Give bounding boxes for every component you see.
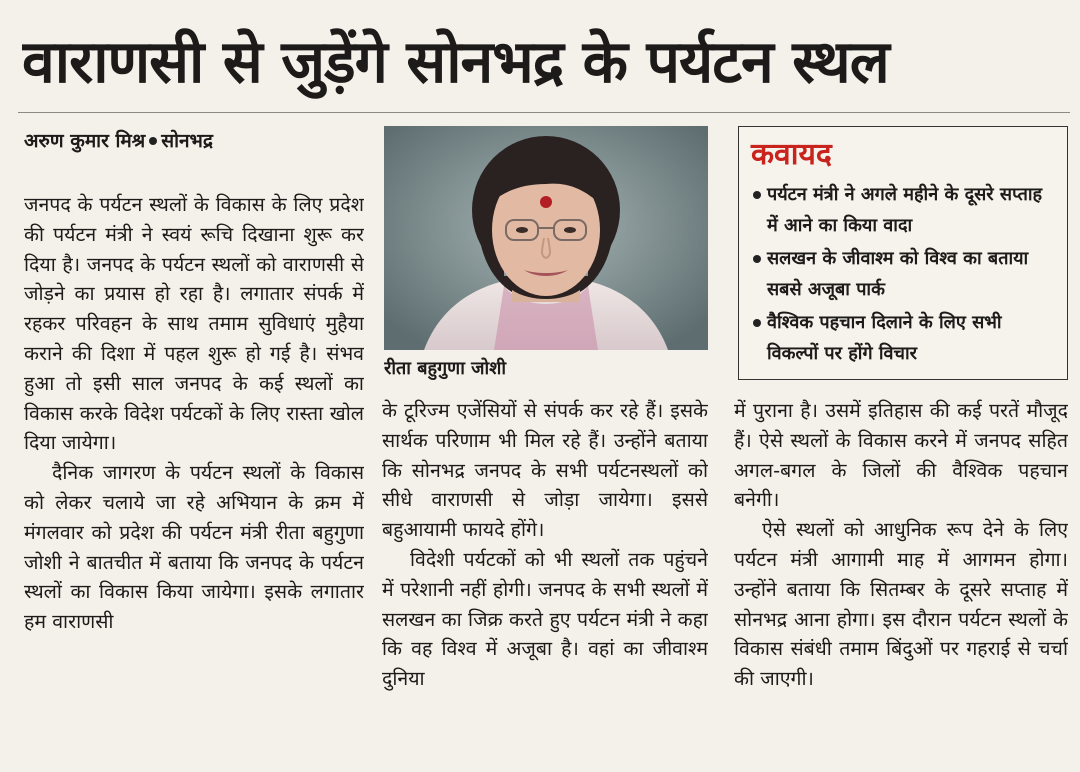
article-column-1 (24, 190, 364, 766)
article-paragraph: जनपद के पर्यटन स्थलों के विकास के लिए प्रदेश की पर्यटन मंत्री ने स्वयं रूचि दिखाना शुरू कर दिया है। जनपद के पर्यटन स्थलों को वाराणसी से जोड़ने का प्रयास हो रहा है। लगातार संपर्क में रहकर परिवहन के साथ तमाम सुविधाएं मुहैया कराने की दिशा में पहल शुरू हो गई है। संभव हुआ तो इसी साल जनपद के कई स्थलों का विकास करके विदेश पर्यटकों के लिए रास्ता खोल दिया जायेगा। (24, 193, 364, 455)
byline-location: सोनभद्र (161, 130, 213, 152)
headline-divider (18, 112, 1070, 113)
photo-caption: रीता बहुगुणा जोशी (384, 358, 507, 379)
article-paragraph: विदेशी पर्यटकों को भी स्थलों तक पहुंचने में परेशानी नहीं होगी। जनपद के सभी स्थलों में सलखन का जिक्र करते हुए पर्यटन मंत्री ने कहा कि वह विश्व में अजूबा है। वहां का जीवाश्म दुनिया (382, 547, 708, 691)
highlights-title: कवायद (751, 137, 832, 172)
byline-author: अरुण कुमार मिश्र (24, 130, 146, 152)
article-column-2 (382, 396, 708, 766)
highlights-box (738, 126, 1068, 380)
highlight-point: सलखन के जीवाश्म को विश्व का बताया सबसे अजूबा पार्क (751, 243, 1057, 305)
highlights-list (751, 179, 1057, 371)
article-paragraph: के टूरिज्म एजेंसियों से संपर्क कर रहे हैं। इसके सार्थक परिणाम भी मिल रहे हैं। उन्होंने बताया कि सोनभद्र जनपद के सभी पर्यटनस्थलों को सीधे वाराणसी से जोड़ा जायेगा। इससे बहुआयामी फायदे होंगे। (382, 399, 708, 542)
article-column-3 (734, 396, 1068, 766)
headline: वाराणसी से जुड़ेंगे सोनभद्र के पर्यटन स्थल (22, 27, 889, 96)
byline (24, 124, 364, 158)
article-paragraph: ऐसे स्थलों को आधुनिक रूप देने के लिए पर्यटन मंत्री आगामी माह में आगमन होगा। उन्होंने बताया कि सितम्बर के दूसरे सप्ताह में सोनभद्र आना होगा। इस दौरान पर्यटन स्थलों के विकास संबंधी तमाम बिंदुओं पर गहराई से चर्चा की जाएगी। (734, 518, 1068, 691)
article-paragraph: दैनिक जागरण के पर्यटन स्थलों के विकास को लेकर चलाये जा रहे अभियान के क्रम में मंगलवार को प्रदेश की पर्यटन मंत्री रीता बहुगुणा जोशी ने बातचीत में बताया कि जनपद के पर्यटन स्थलों का विकास किया जायेगा। इसके लगातार हम वाराणसी (24, 461, 364, 634)
highlight-point: पर्यटन मंत्री ने अगले महीने के दूसरे सप्ताह में आने का किया वादा (751, 179, 1057, 241)
portrait-photo (384, 126, 708, 350)
article-paragraph: में पुराना है। उसमें इतिहास की कई परतें मौजूद हैं। ऐसे स्थलों के विकास करने में जनपद सहित अगल-बगल के जिलों की वैश्विक पहचान बनेगी। (734, 399, 1068, 512)
bullet-dot-icon (149, 137, 157, 145)
portrait-illustration (384, 126, 708, 350)
highlight-point: वैश्विक पहचान दिलाने के लिए सभी विकल्पों पर होंगे विचार (751, 307, 1057, 369)
